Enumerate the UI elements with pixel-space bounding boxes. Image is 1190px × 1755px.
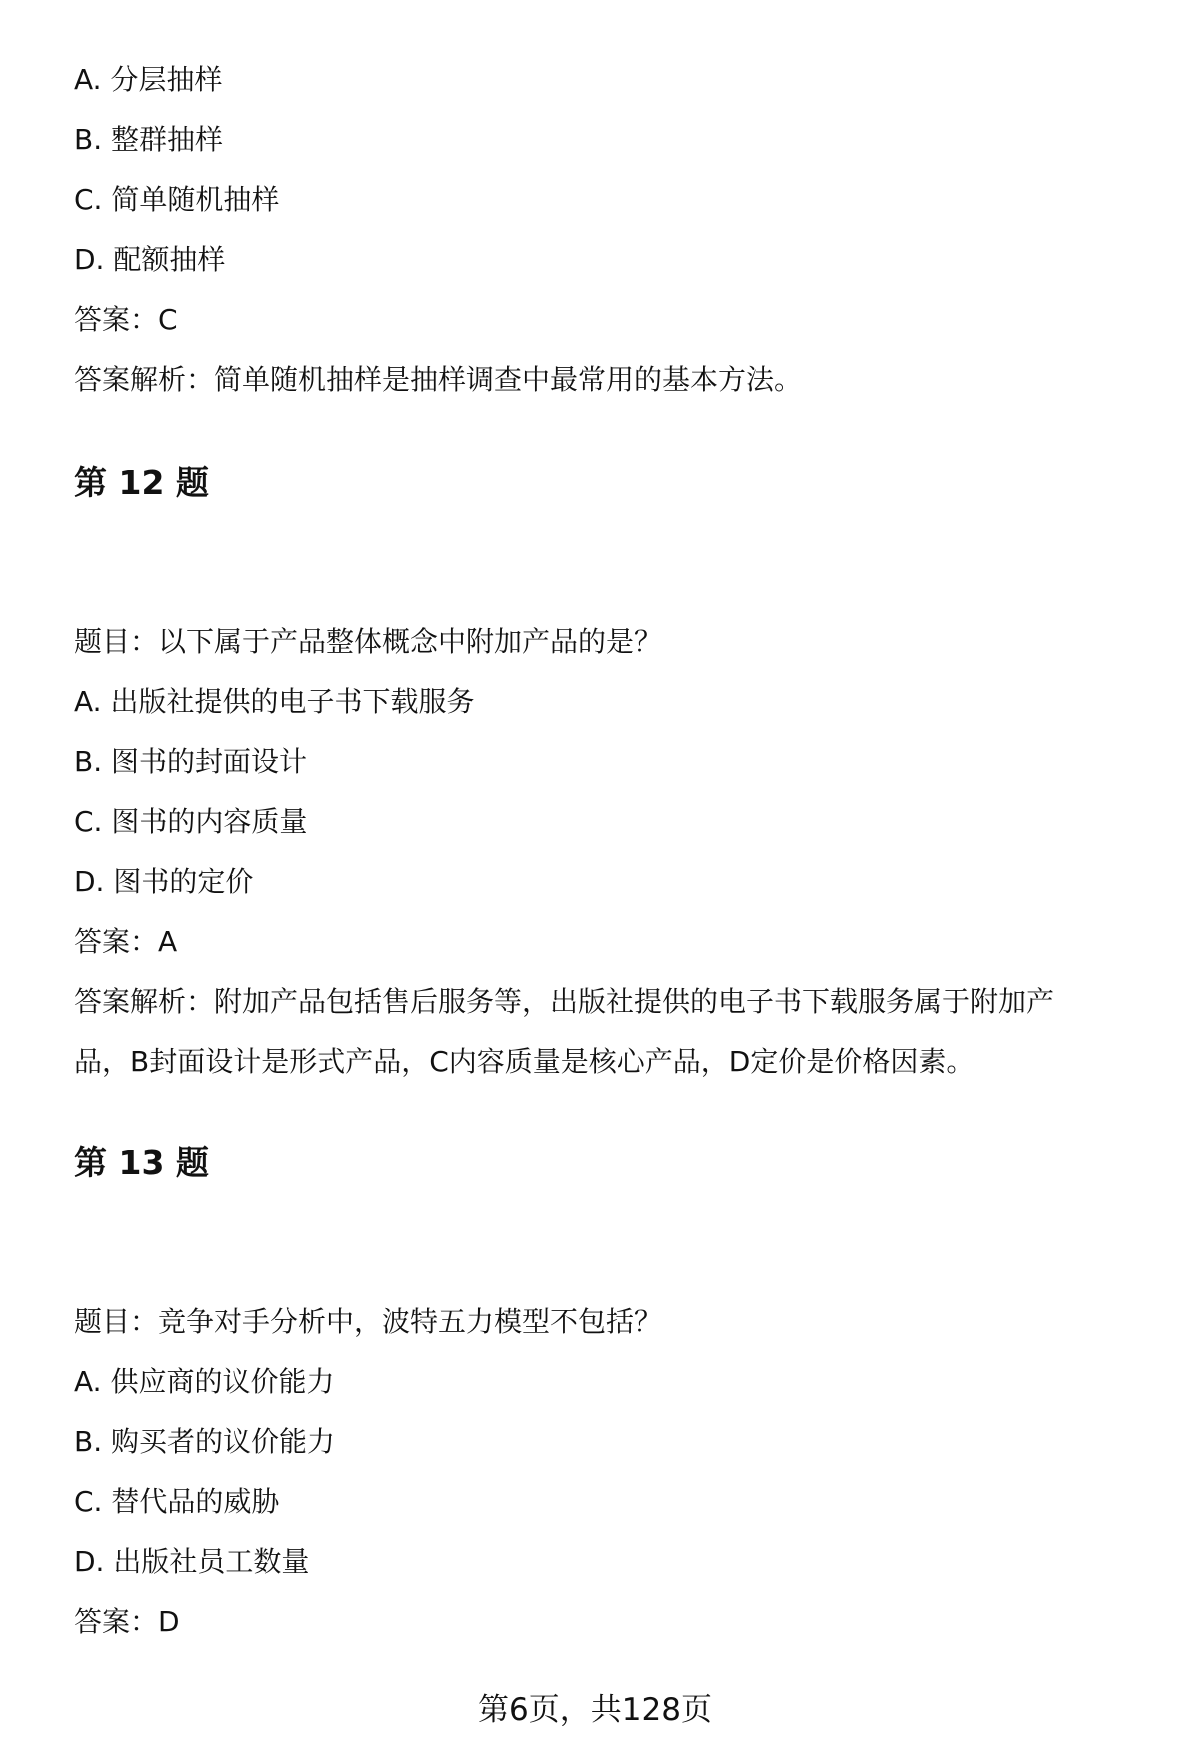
q12-analysis-line-1: 答案解析：附加产品包括售后服务等，出版社提供的电子书下载服务属于附加产 bbox=[74, 985, 1055, 1018]
q12-answer: 答案：A bbox=[74, 925, 178, 958]
q11-option-a: A. 分层抽样 bbox=[74, 63, 223, 96]
q13-option-d: D. 出版社员工数量 bbox=[74, 1545, 310, 1578]
q12-heading: 第 12 题 bbox=[74, 463, 209, 502]
q13-heading: 第 13 题 bbox=[74, 1143, 209, 1182]
q12-question: 题目：以下属于产品整体概念中附加产品的是？ bbox=[74, 625, 663, 658]
q11-answer: 答案：C bbox=[74, 303, 178, 336]
q12-option-d: D. 图书的定价 bbox=[74, 865, 254, 898]
q12-option-a: A. 出版社提供的电子书下载服务 bbox=[74, 685, 475, 718]
q13-option-c: C. 替代品的威胁 bbox=[74, 1485, 280, 1518]
q13-answer: 答案：D bbox=[74, 1605, 180, 1638]
q12-analysis-line-2: 品，B封面设计是形式产品，C内容质量是核心产品，D定价是价格因素。 bbox=[74, 1045, 975, 1078]
q12-option-b: B. 图书的封面设计 bbox=[74, 745, 308, 778]
q13-option-b: B. 购买者的议价能力 bbox=[74, 1425, 336, 1458]
q11-option-d: D. 配额抽样 bbox=[74, 243, 226, 276]
q12-option-c: C. 图书的内容质量 bbox=[74, 805, 308, 838]
q11-option-b: B. 整群抽样 bbox=[74, 123, 224, 156]
q11-option-c: C. 简单随机抽样 bbox=[74, 183, 280, 216]
q11-analysis: 答案解析：简单随机抽样是抽样调查中最常用的基本方法。 bbox=[74, 363, 803, 396]
q13-option-a: A. 供应商的议价能力 bbox=[74, 1365, 335, 1398]
page-number: 第6页，共128页 bbox=[478, 1692, 712, 1728]
q13-question: 题目：竞争对手分析中，波特五力模型不包括？ bbox=[74, 1305, 663, 1338]
